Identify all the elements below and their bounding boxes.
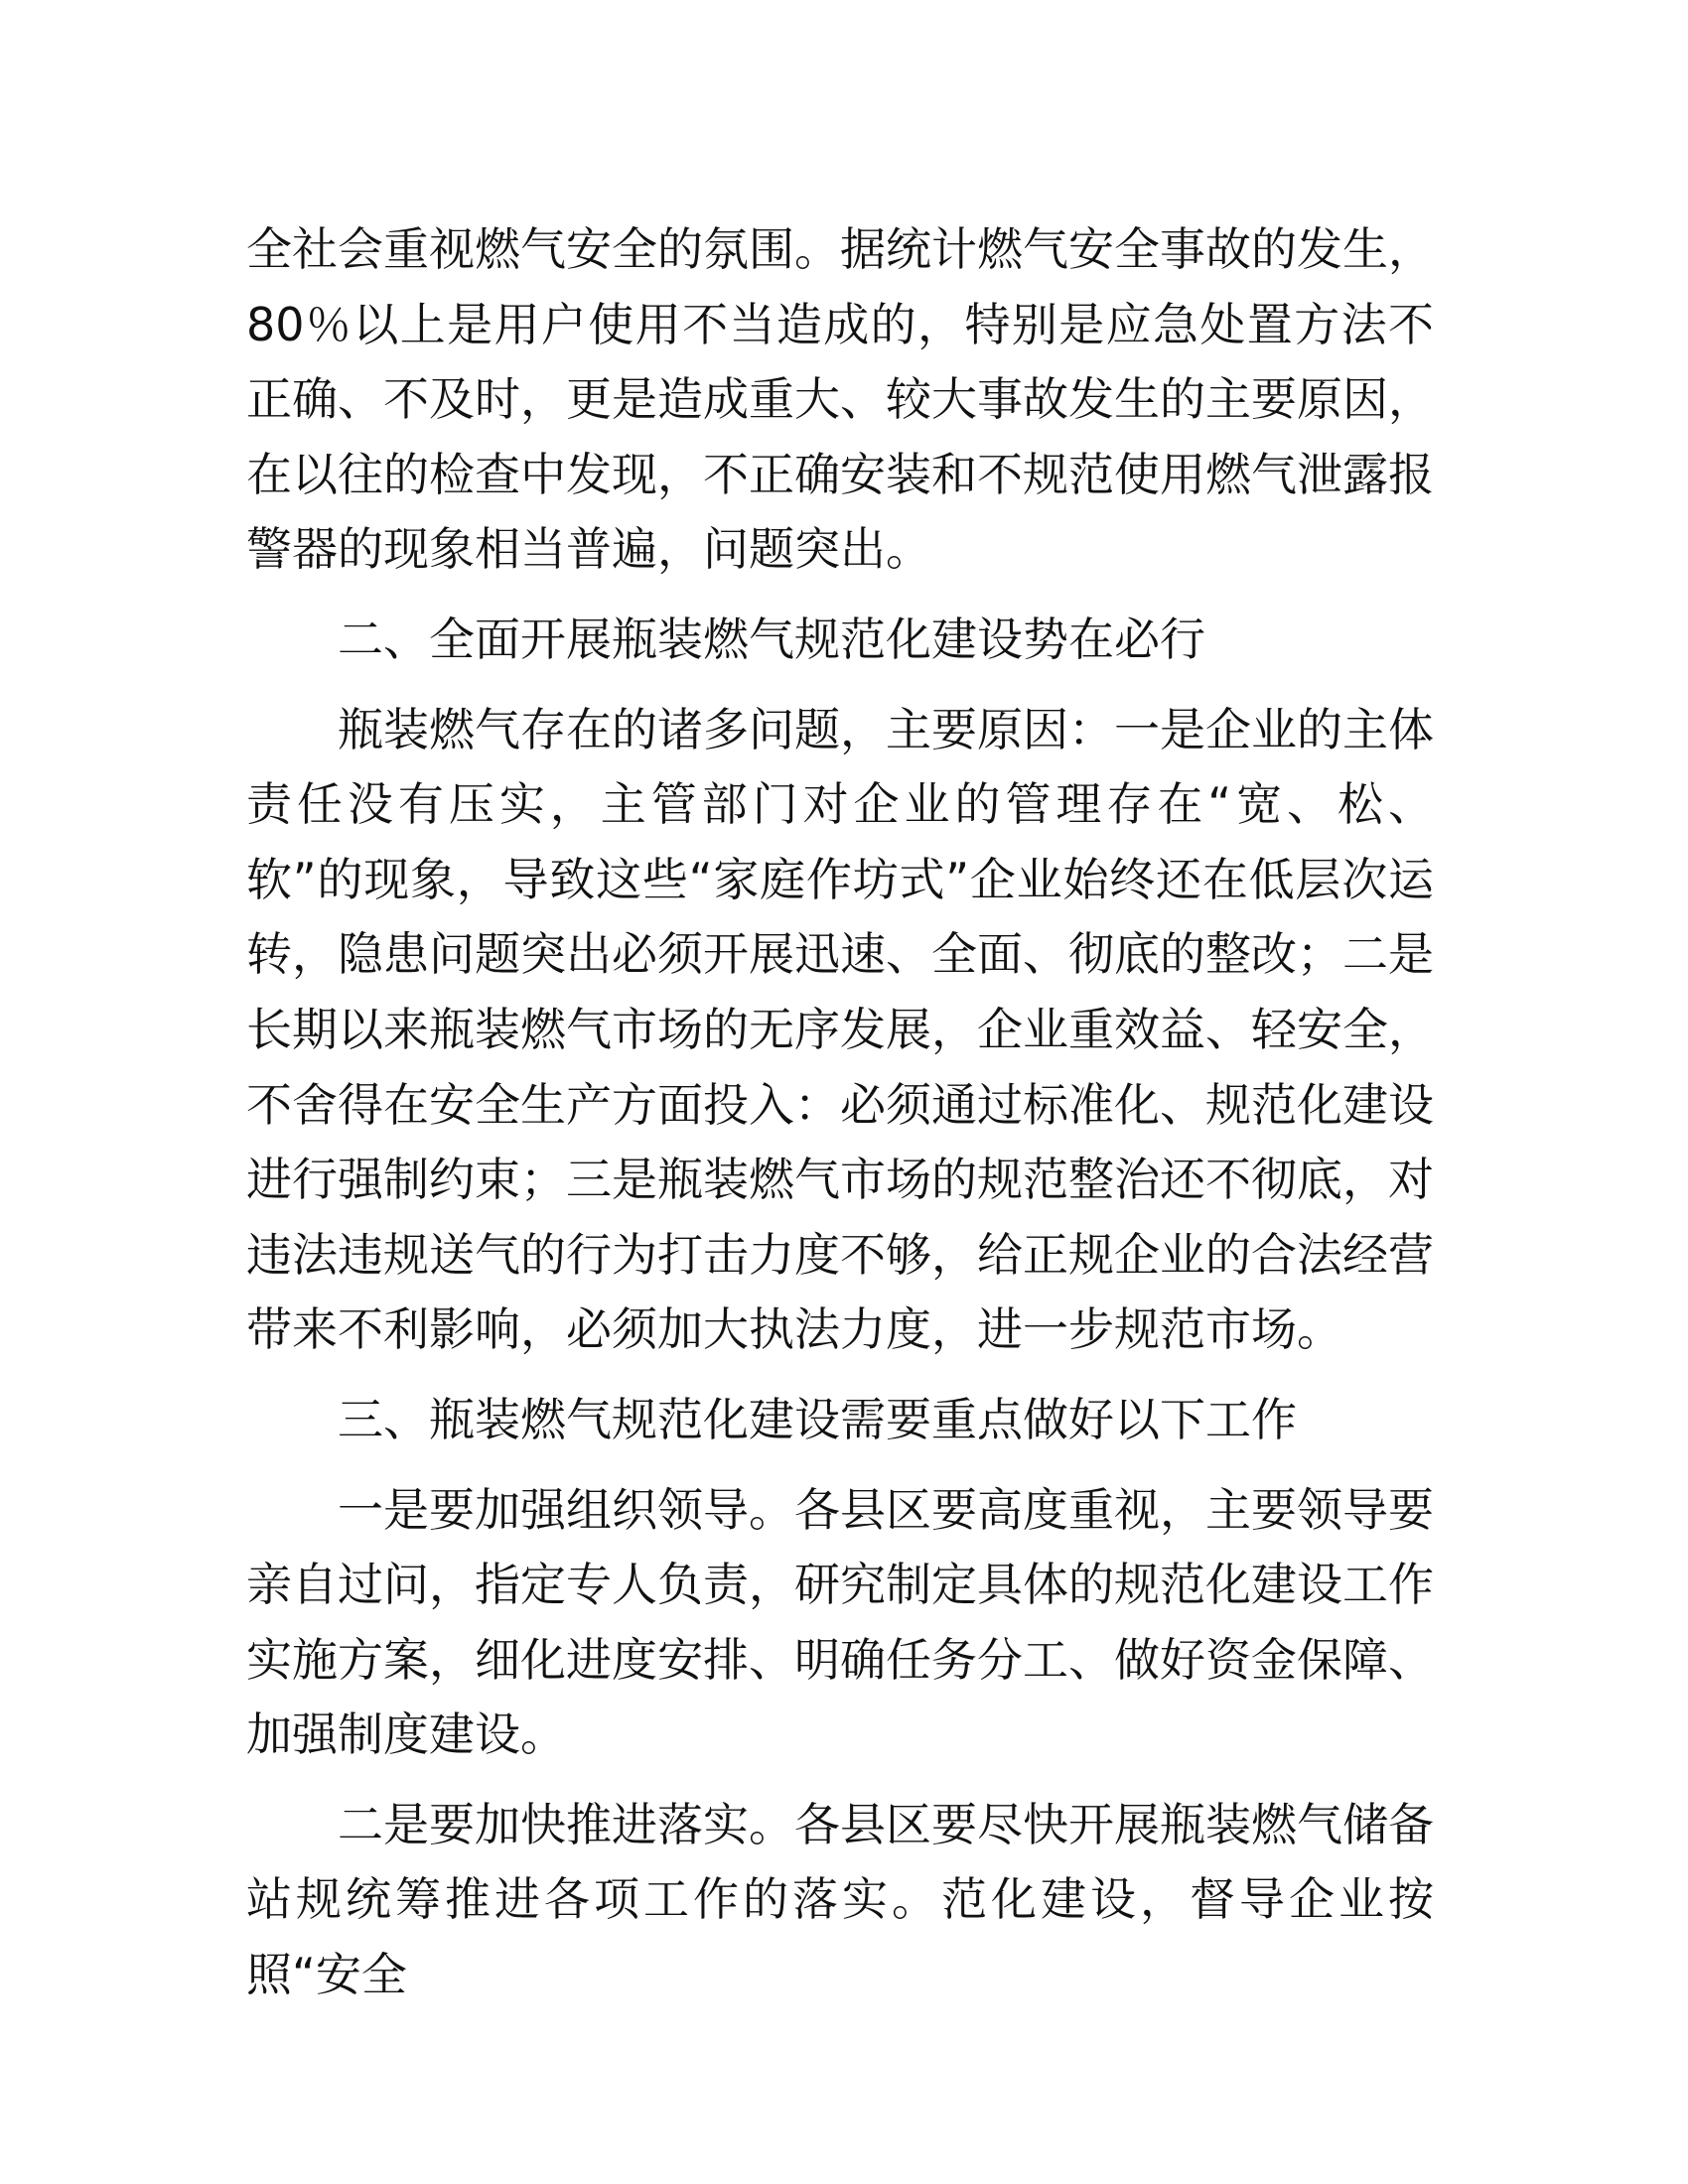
- paragraph-task-2: 二是要加快推进落实。各县区要尽快开展瓶装燃气储备站规统筹推进各项工作的落实。范化建设，督导企业按照“安全: [246, 1797, 1434, 2002]
- document-body: [246, 212, 1434, 2028]
- section-heading-3: 三、瓶装燃气规范化建设需要重点做好以下工作: [338, 1392, 1297, 1446]
- paragraph-causes: 瓶装燃气存在的诸多问题，主要原因：一是企业的主体责任没有压实，主管部门对企业的管理存在“宽、松、软”的现象，导致这些“家庭作坊式”企业始终还在低层次运转，隐患问题突出必须开展迅速、全面、彻底的整改；二是长期以来瓶装燃气市场的无序发展，企业重效益、轻安全，不舍得在安全生产方面投入：必须通过标准化、规范化建设进行强制约束；三是瓶装燃气市场的规范整治还不彻底，对违法违规送气的行为打击力度不够，给正规企业的合法经营带来不利影响，必须加大执法力度，进一步规范市场。: [246, 702, 1434, 1357]
- paragraph-continuation: 全社会重视燃气安全的氛围。据统计燃气安全事故的发生，80％以上是用户使用不当造成的，特别是应急处置方法不正确、不及时，更是造成重大、较大事故发生的主要原因，在以往的检查中发现，不正确安装和不规范使用燃气泄露报警器的现象相当普遍，问题突出。: [246, 222, 1434, 577]
- paragraph-task-1: 一是要加强组织领导。各县区要高度重视，主要领导要亲自过问，指定专人负责，研究制定具体的规范化建设工作实施方案，细化进度安排、明确任务分工、做好资金保障、加强制度建设。: [246, 1482, 1434, 1762]
- section-heading-2: 二、全面开展瓶装燃气规范化建设势在必行: [338, 612, 1205, 666]
